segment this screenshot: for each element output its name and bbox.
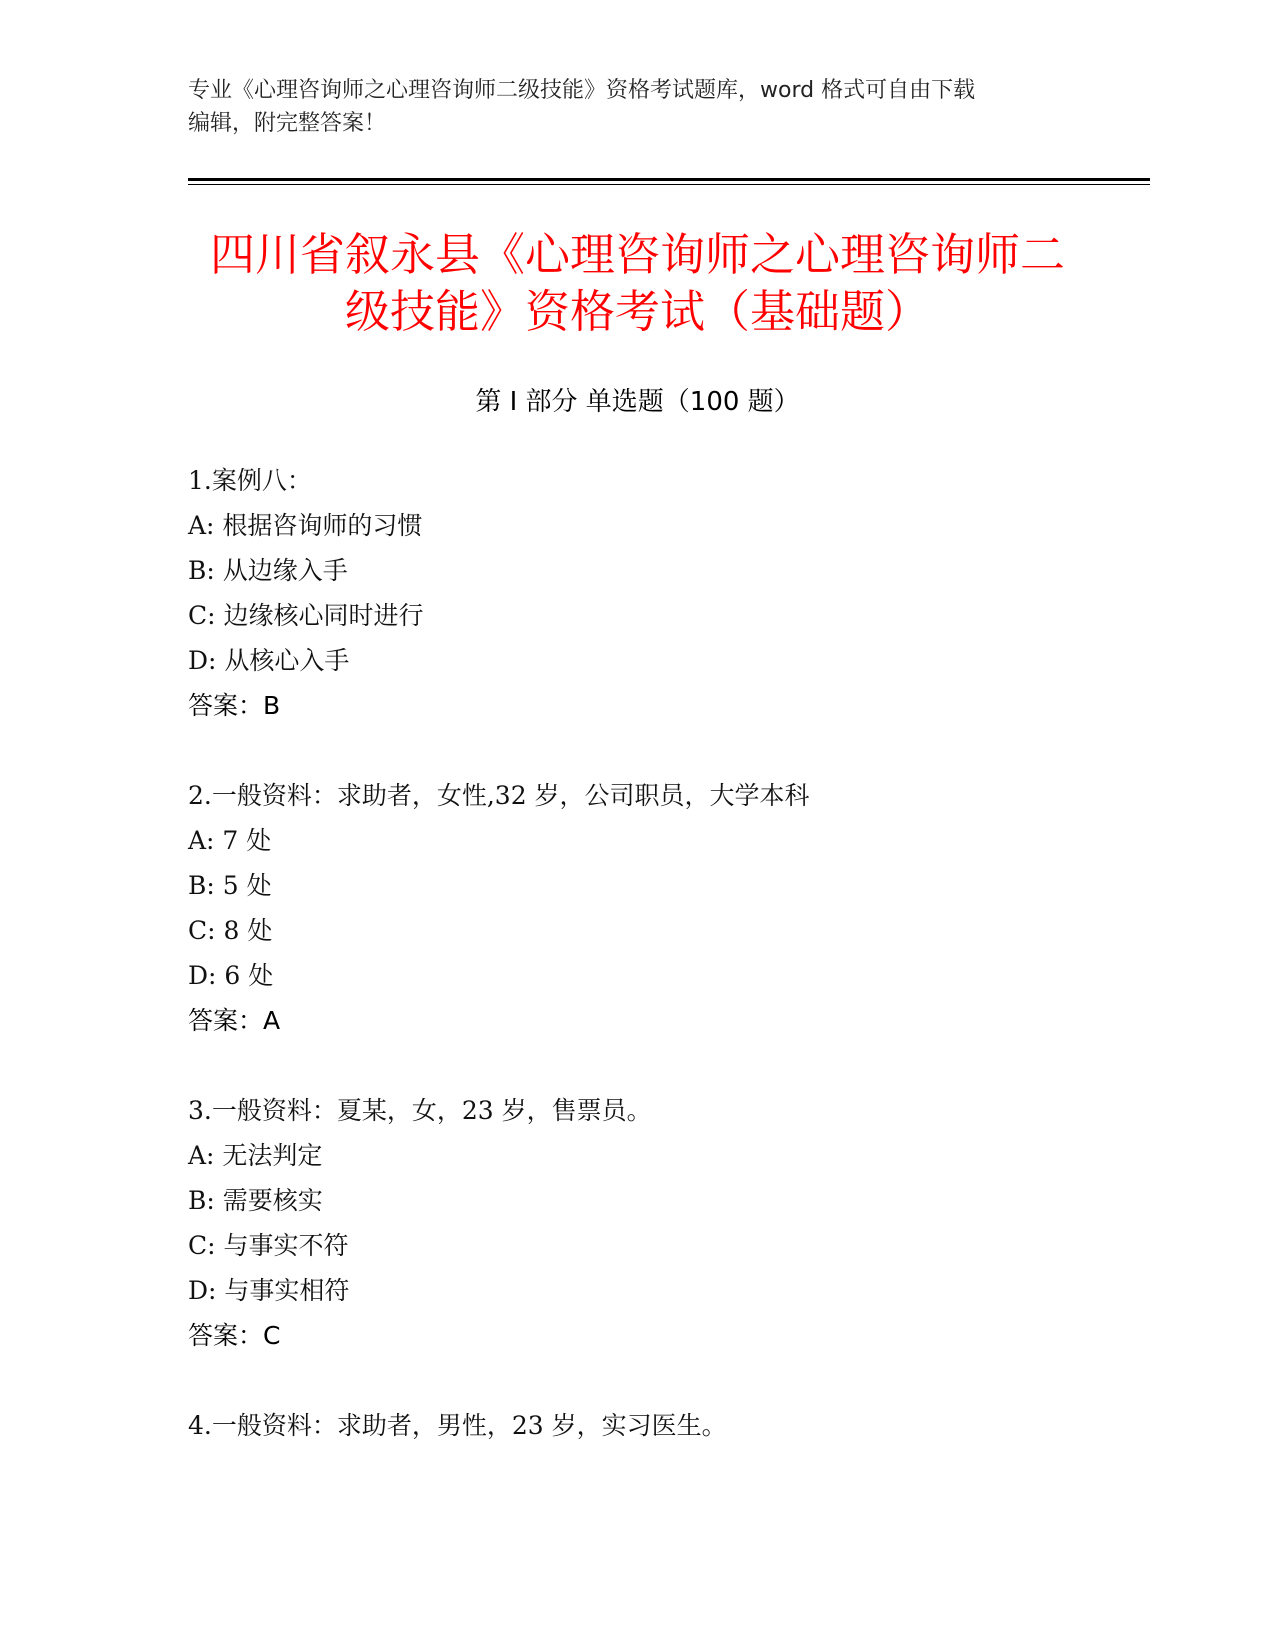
option-d: D: 与事实相符 (188, 1276, 350, 1305)
option-d: D: 6 处 (188, 961, 274, 990)
question-stem: 2.一般资料：求助者，女性,32 岁，公司职员，大学本科 (188, 781, 810, 810)
option-b: B: 5 处 (188, 871, 272, 900)
option-c: C: 与事实不符 (188, 1231, 349, 1260)
answer: 答案：C (188, 1321, 281, 1350)
question-4 (188, 1403, 1088, 1448)
question-stem: 1.案例八： (188, 466, 312, 495)
header-divider-thick (188, 178, 1150, 181)
document-title (160, 226, 1115, 340)
answer: 答案：B (188, 691, 281, 720)
option-b: B: 从边缘入手 (188, 556, 348, 585)
header-note-line-2: 编辑，附完整答案！ (188, 111, 387, 136)
option-b: B: 需要核实 (188, 1186, 323, 1215)
option-d: D: 从核心入手 (188, 646, 350, 675)
header-divider-thin (188, 184, 1150, 185)
header-note (188, 74, 1088, 140)
option-a: A: 7 处 (188, 826, 272, 855)
option-a: A: 根据咨询师的习惯 (188, 511, 423, 540)
answer: 答案：A (188, 1006, 281, 1035)
question-stem: 3.一般资料：夏某，女，23 岁，售票员。 (188, 1096, 652, 1125)
question-3 (188, 1088, 1088, 1358)
option-c: C: 边缘核心同时进行 (188, 601, 424, 630)
question-1 (188, 458, 1088, 728)
option-a: A: 无法判定 (188, 1141, 323, 1170)
header-note-line-1: 专业《心理咨询师之心理咨询师二级技能》资格考试题库，word 格式可自由下载 (188, 78, 976, 103)
document-title-line-1: 四川省叙永县《心理咨询师之心理咨询师二 (209, 228, 1065, 281)
document-title-line-2: 级技能》资格考试（基础题） (344, 285, 930, 338)
section-title: 第 I 部分 单选题（100 题） (475, 387, 800, 417)
question-stem: 4.一般资料：求助者，男性，23 岁，实习医生。 (188, 1411, 727, 1440)
option-c: C: 8 处 (188, 916, 273, 945)
question-2 (188, 773, 1088, 1043)
